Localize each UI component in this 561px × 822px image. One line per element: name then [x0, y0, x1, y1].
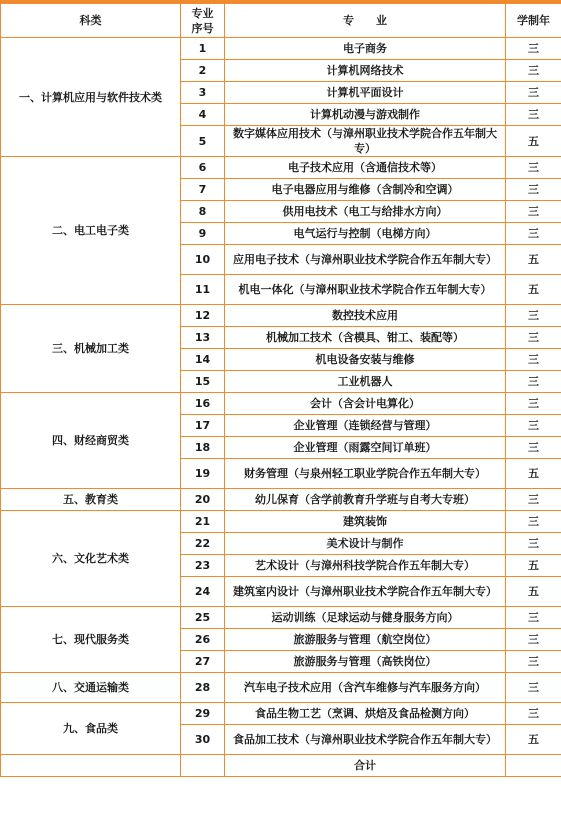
seq-cell: 12 — [181, 305, 225, 327]
seq-cell: 18 — [181, 437, 225, 459]
major-cell: 计算机动漫与游戏制作 — [225, 104, 506, 126]
major-cell: 美术设计与制作 — [225, 533, 506, 555]
years-cell: 三 — [506, 511, 561, 533]
years-cell: 三 — [506, 179, 561, 201]
table-row — [1, 393, 561, 415]
years-cell: 三 — [506, 327, 561, 349]
seq-cell: 23 — [181, 555, 225, 577]
years-cell: 五 — [506, 126, 561, 157]
years-cell: 五 — [506, 725, 561, 755]
seq-cell: 28 — [181, 673, 225, 703]
years-cell: 三 — [506, 393, 561, 415]
major-cell: 电子技术应用（含通信技术等） — [225, 157, 506, 179]
seq-cell: 24 — [181, 577, 225, 607]
years-cell: 三 — [506, 60, 561, 82]
seq-cell: 16 — [181, 393, 225, 415]
majors-table-body — [1, 4, 561, 777]
major-cell: 电子电器应用与维修（含制冷和空调） — [225, 179, 506, 201]
category-cell: 二、电工电子类 — [1, 157, 181, 305]
years-cell: 五 — [506, 555, 561, 577]
majors-table — [0, 3, 561, 777]
total-row — [1, 755, 561, 777]
years-cell: 三 — [506, 673, 561, 703]
category-cell: 三、机械加工类 — [1, 305, 181, 393]
major-cell: 旅游服务与管理（航空岗位） — [225, 629, 506, 651]
major-cell: 计算机平面设计 — [225, 82, 506, 104]
table-row — [1, 489, 561, 511]
seq-cell: 11 — [181, 275, 225, 305]
seq-cell: 17 — [181, 415, 225, 437]
years-cell: 三 — [506, 157, 561, 179]
major-cell: 建筑室内设计（与漳州职业技术学院合作五年制大专） — [225, 577, 506, 607]
seq-cell: 7 — [181, 179, 225, 201]
major-cell: 汽车电子技术应用（含汽车维修与汽车服务方向） — [225, 673, 506, 703]
table-row — [1, 703, 561, 725]
seq-cell: 6 — [181, 157, 225, 179]
years-cell: 三 — [506, 415, 561, 437]
seq-cell: 1 — [181, 38, 225, 60]
major-cell: 运动训练（足球运动与健身服务方向） — [225, 607, 506, 629]
seq-cell: 9 — [181, 223, 225, 245]
major-cell: 企业管理（雨露空间订单班） — [225, 437, 506, 459]
major-cell: 数字媒体应用技术（与漳州职业技术学院合作五年制大专） — [225, 126, 506, 157]
years-cell: 三 — [506, 437, 561, 459]
years-cell: 三 — [506, 371, 561, 393]
total-label: 合计 — [225, 755, 506, 777]
major-cell: 应用电子技术（与漳州职业技术学院合作五年制大专） — [225, 245, 506, 275]
seq-cell: 22 — [181, 533, 225, 555]
major-cell: 旅游服务与管理（高铁岗位） — [225, 651, 506, 673]
years-cell: 三 — [506, 703, 561, 725]
category-cell: 六、文化艺术类 — [1, 511, 181, 607]
seq-cell: 10 — [181, 245, 225, 275]
seq-cell: 26 — [181, 629, 225, 651]
total-empty-category — [1, 755, 181, 777]
table-row — [1, 673, 561, 703]
years-cell: 三 — [506, 201, 561, 223]
seq-cell: 4 — [181, 104, 225, 126]
category-cell: 一、计算机应用与软件技术类 — [1, 38, 181, 157]
years-cell: 五 — [506, 459, 561, 489]
years-cell: 五 — [506, 245, 561, 275]
category-cell: 九、食品类 — [1, 703, 181, 755]
table-header-row — [1, 4, 561, 38]
seq-cell: 19 — [181, 459, 225, 489]
header-years: 学制年 — [506, 4, 561, 38]
major-cell: 幼儿保育（含学前教育升学班与自考大专班） — [225, 489, 506, 511]
major-cell: 工业机器人 — [225, 371, 506, 393]
years-cell: 三 — [506, 223, 561, 245]
seq-cell: 3 — [181, 82, 225, 104]
category-cell: 五、教育类 — [1, 489, 181, 511]
years-cell: 三 — [506, 629, 561, 651]
years-cell: 三 — [506, 305, 561, 327]
seq-cell: 27 — [181, 651, 225, 673]
seq-cell: 8 — [181, 201, 225, 223]
major-cell: 机电一体化（与漳州职业技术学院合作五年制大专） — [225, 275, 506, 305]
years-cell: 三 — [506, 651, 561, 673]
table-row — [1, 38, 561, 60]
major-cell: 电子商务 — [225, 38, 506, 60]
major-cell: 艺术设计（与漳州科技学院合作五年制大专） — [225, 555, 506, 577]
seq-cell: 2 — [181, 60, 225, 82]
years-cell: 五 — [506, 275, 561, 305]
major-cell: 电气运行与控制（电梯方向） — [225, 223, 506, 245]
years-cell: 三 — [506, 607, 561, 629]
major-cell: 供用电技术（电工与给排水方向） — [225, 201, 506, 223]
header-category: 科类 — [1, 4, 181, 38]
years-cell: 三 — [506, 489, 561, 511]
major-cell: 数控技术应用 — [225, 305, 506, 327]
major-cell: 建筑装饰 — [225, 511, 506, 533]
major-cell: 食品生物工艺（烹调、烘焙及食品检测方向） — [225, 703, 506, 725]
header-seq: 专业 序号 — [181, 4, 225, 38]
seq-cell: 20 — [181, 489, 225, 511]
table-row — [1, 607, 561, 629]
seq-cell: 13 — [181, 327, 225, 349]
years-cell: 五 — [506, 577, 561, 607]
category-cell: 八、交通运输类 — [1, 673, 181, 703]
major-cell: 会计（含会计电算化） — [225, 393, 506, 415]
years-cell: 三 — [506, 349, 561, 371]
major-cell: 食品加工技术（与漳州职业技术学院合作五年制大专） — [225, 725, 506, 755]
major-cell: 机电设备安装与维修 — [225, 349, 506, 371]
category-cell: 四、财经商贸类 — [1, 393, 181, 489]
seq-cell: 15 — [181, 371, 225, 393]
total-empty-seq — [181, 755, 225, 777]
major-cell: 计算机网络技术 — [225, 60, 506, 82]
years-cell: 三 — [506, 38, 561, 60]
seq-cell: 30 — [181, 725, 225, 755]
seq-cell: 5 — [181, 126, 225, 157]
header-major: 专 业 — [225, 4, 506, 38]
years-cell: 三 — [506, 533, 561, 555]
total-empty-years — [506, 755, 561, 777]
major-cell: 财务管理（与泉州轻工职业学院合作五年制大专） — [225, 459, 506, 489]
seq-cell: 25 — [181, 607, 225, 629]
seq-cell: 21 — [181, 511, 225, 533]
major-cell: 企业管理（连锁经营与管理） — [225, 415, 506, 437]
category-cell: 七、现代服务类 — [1, 607, 181, 673]
years-cell: 三 — [506, 104, 561, 126]
major-cell: 机械加工技术（含模具、钳工、装配等） — [225, 327, 506, 349]
seq-cell: 14 — [181, 349, 225, 371]
table-row — [1, 305, 561, 327]
table-row — [1, 157, 561, 179]
years-cell: 三 — [506, 82, 561, 104]
seq-cell: 29 — [181, 703, 225, 725]
table-row — [1, 511, 561, 533]
